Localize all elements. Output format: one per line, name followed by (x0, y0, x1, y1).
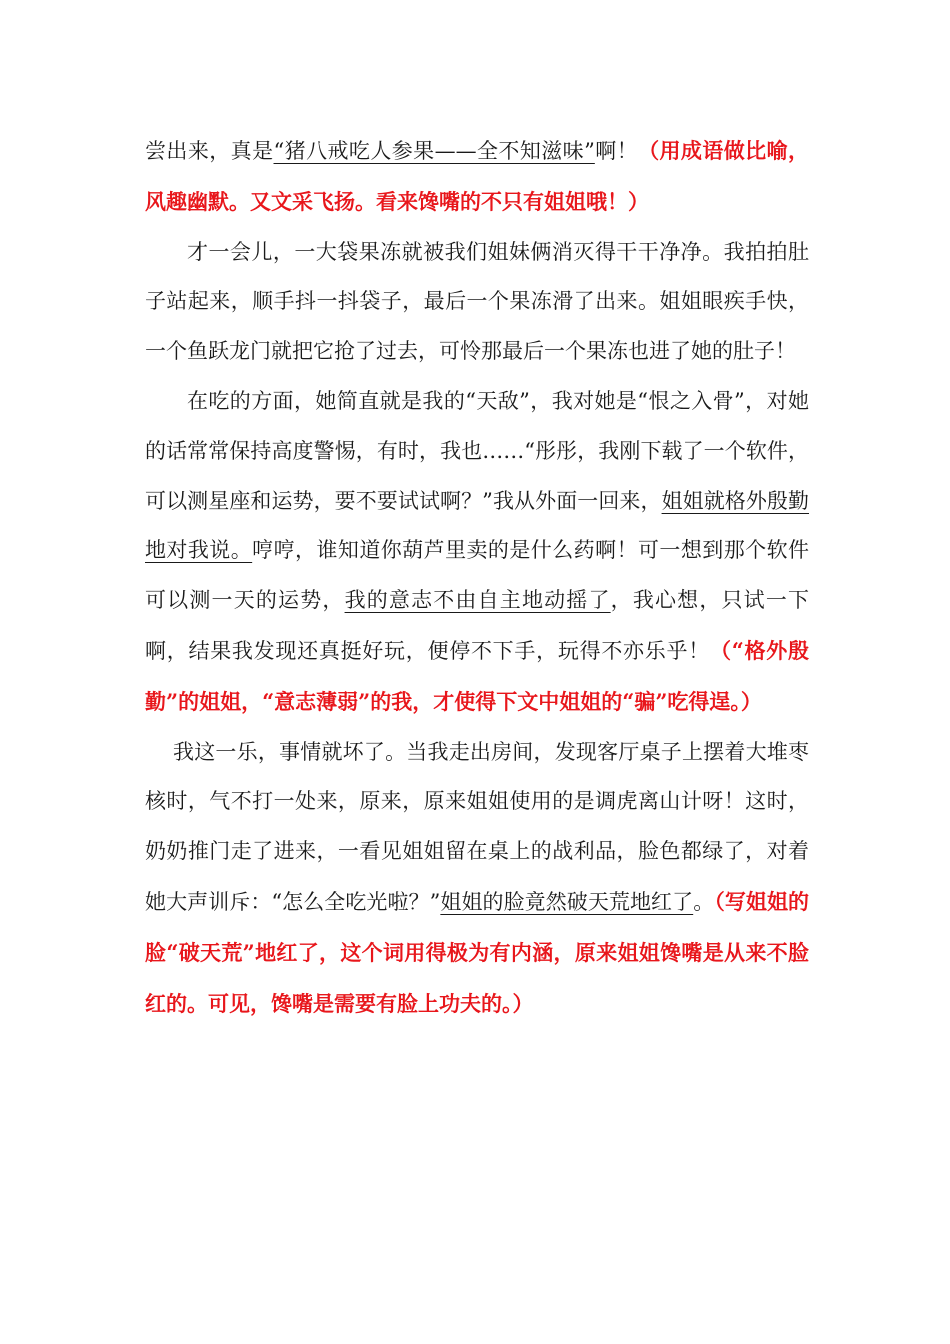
paragraph-text: 。 (693, 889, 715, 914)
underlined-phrase: 我的意志不由自主地动摇了 (344, 588, 611, 613)
underlined-phrase: “猪八戒吃人参果——全不知滋味” (273, 139, 595, 163)
paragraph-text: ，我心想，只试一下啊，结果我发现还真挺好玩，便停不下手，玩得不亦乐乎！ (145, 588, 810, 663)
underlined-phrase: 姐姐的脸竟然破天荒地红了 (440, 889, 694, 914)
annotation-comment: （写姐姐的脸“破天荒”地红了，这个词用得极为有内涵，原来姐姐馋嘴是从来不脸红的。可见，馋嘴是需要有脸上功夫的。） (145, 888, 810, 1016)
paragraph-text: 啊！ (594, 139, 639, 163)
paragraph-text: 在吃的方面，她简直就是我的“天敌”，我对她是“恨之入骨”，对她的话常常保持高度警惕，有时，我也……“彤彤，我刚下载了一个软件，可以测星座和运势，要不要试试啊？”我从外面一回来， (145, 388, 809, 513)
paragraph-3 (145, 377, 809, 728)
document-page (145, 126, 809, 1029)
underlined-phrase: 姐姐就格外殷勤地对我说。 (145, 488, 810, 563)
annotation-comment: （“格外殷勤”的姐姐，“意志薄弱”的我，才使得下文中姐姐的“骗”吃得逞。） (145, 637, 809, 714)
paragraph-1 (145, 126, 809, 228)
annotation-comment: （用成语做比喻，风趣幽默。又文采飞扬。看来馋嘴的不只有姐姐哦！） (145, 138, 810, 214)
paragraph-text: 哼哼，谁知道你葫芦里卖的是什么药啊！可一想到那个软件可以测一天的运势， (145, 538, 810, 613)
paragraph-text: 我这一乐，事情就坏了。当我走出房间，发现客厅桌子上摆着大堆枣核时，气不打一处来，原来，原来姐姐使用的是调虎离山计呀！这时，奶奶推门走了进来，一看见姐姐留在桌上的战利品，脸色都绿了，对着她大声训斥：“怎么全吃光啦？” (145, 739, 809, 914)
paragraph-text: 尝出来，真是 (145, 139, 274, 163)
paragraph-4 (145, 728, 809, 1030)
paragraph-text: 才一会儿，一大袋果冻就被我们姐妹俩消灭得干干净净。我拍拍肚子站起来，顺手抖一抖袋子，最后一个果冻滑了出来。姐姐眼疾手快，一个鱼跃龙门就把它抢了过去，可怜那最后一个果冻也进了她的肚子！ (145, 239, 809, 364)
paragraph-2 (145, 228, 809, 377)
